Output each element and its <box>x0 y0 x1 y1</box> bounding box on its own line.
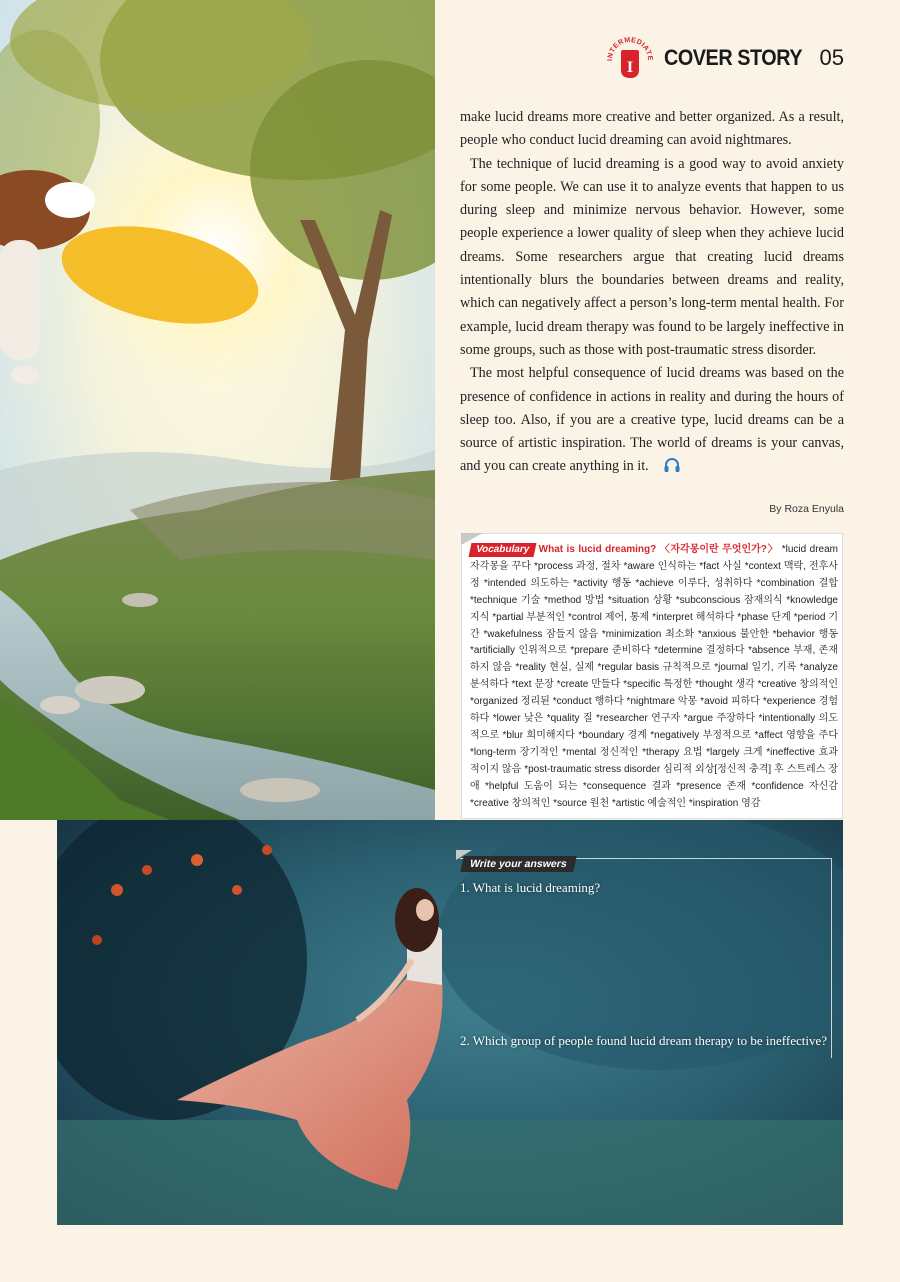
nature-photo <box>0 0 435 820</box>
vocabulary-terms: *lucid dream 자각몽을 꾸다 *process 과정, 절차 *aware 인식하는 *fact 사실 *context 맥락, 전후사정 *intended 의도하는 *activity 행동 *achieve 이루다, 성취하다 *combination 결합 *technique 기술 *method 방법 *situation 상황 *subconscious 잠재의식 *knowledge 지식 *partial 부분적인 *control 제어, 통제 *interpret 해석하다 *phase 단계 *period 기간 *wakefulness 잠들지 않음 *minimization 최소화 *anxious 불안한 *behavior 행동 *artificially 인위적으로 *prepare 준비하다 *determine 결정하다 *absence 부재, 존재하지 않음 *reality 현실, 실제 *regular basis 규칙적으로 *journal 일기, 기록 *analyze 분석하다 *text 문장 *create 만들다 *specific 특정한 *thought 생각 *creative 창의적인 *organized 정리된 *conduct 행하다 *nightmare 악몽 *avoid 피하다 *experience 경험하다 *lower 낮은 *quality 질 *researcher 연구자 *argue 주장하다 *intentionally 의도적으로 *blur 희미해지다 *boundary 경계 *negatively 부정적으로 *affect 영향을 주다 *long-term 장기적인 *mental 정신적인 *therapy 요법 *largely 크게 *ineffective 효과적이지 않음 *post-traumatic stress disorder 심리적 외상[정신적 충격] 후 스트레스 장애 *helpful 도움이 되는 *consequence 결과 *presence 존재 *confidence 자신감 *creative 창의적인 *source 원천 *artistic 예술적인 *inspiration 영감 <box>470 544 839 809</box>
question-1: 1. What is lucid dreaming? <box>460 880 601 895</box>
section-title: COVER STORY <box>664 45 803 70</box>
level-badge-icon <box>606 34 654 82</box>
intermediate-badge <box>606 34 654 82</box>
svg-text:INTERMEDIATE: INTERMEDIATE <box>607 36 654 62</box>
article-paragraph-2: The technique of lucid dreaming is a good way to avoid anxiety for some people. We can use it to analyze events that happen to us during sleep and minimize nervous behavior. However, some people experience a lower quality of sleep when they achieve lucid dreams. Some researchers argue that creating lucid dreams intentionally blurs the boundaries between dreams and reality, which can negatively affect a person’s long-term mental health. For example, lucid dream therapy was found to be largely ineffective in some groups, such as those with post-traumatic stress disorder. <box>460 155 844 358</box>
article-paragraph-3 <box>460 362 844 481</box>
page-number: 05 <box>819 45 844 70</box>
page-header <box>606 34 844 82</box>
headphones-icon[interactable] <box>653 457 681 481</box>
question-2: 2. Which group of people found lucid dream therapy to be ineffective? <box>460 1033 828 1048</box>
byline: By Roza Enyula <box>769 503 844 515</box>
answers-label: Write your answers <box>460 856 576 872</box>
article-body <box>460 106 844 482</box>
vocabulary-label: Vocabulary <box>469 543 537 557</box>
answer-section <box>460 858 832 1058</box>
article-paragraph-3-text: The most helpful consequence of lucid dreams was based on the presence of confidence in actions in reality and during the hours of sleep too. Also, if you are a creative type, lucid dreams can be a source of artistic inspiration. The world of dreams is your canvas, and you can create anything in it. <box>460 365 844 475</box>
vocabulary-box <box>461 533 843 819</box>
vocabulary-question: What is lucid dreaming? 〈자각몽이란 무엇인가?〉 <box>538 544 779 555</box>
article-paragraph-1: make lucid dreams more creative and better organized. As a result, people who conduct lucid dreaming can avoid nightmares. <box>460 109 844 149</box>
svg-text:I: I <box>626 59 634 76</box>
